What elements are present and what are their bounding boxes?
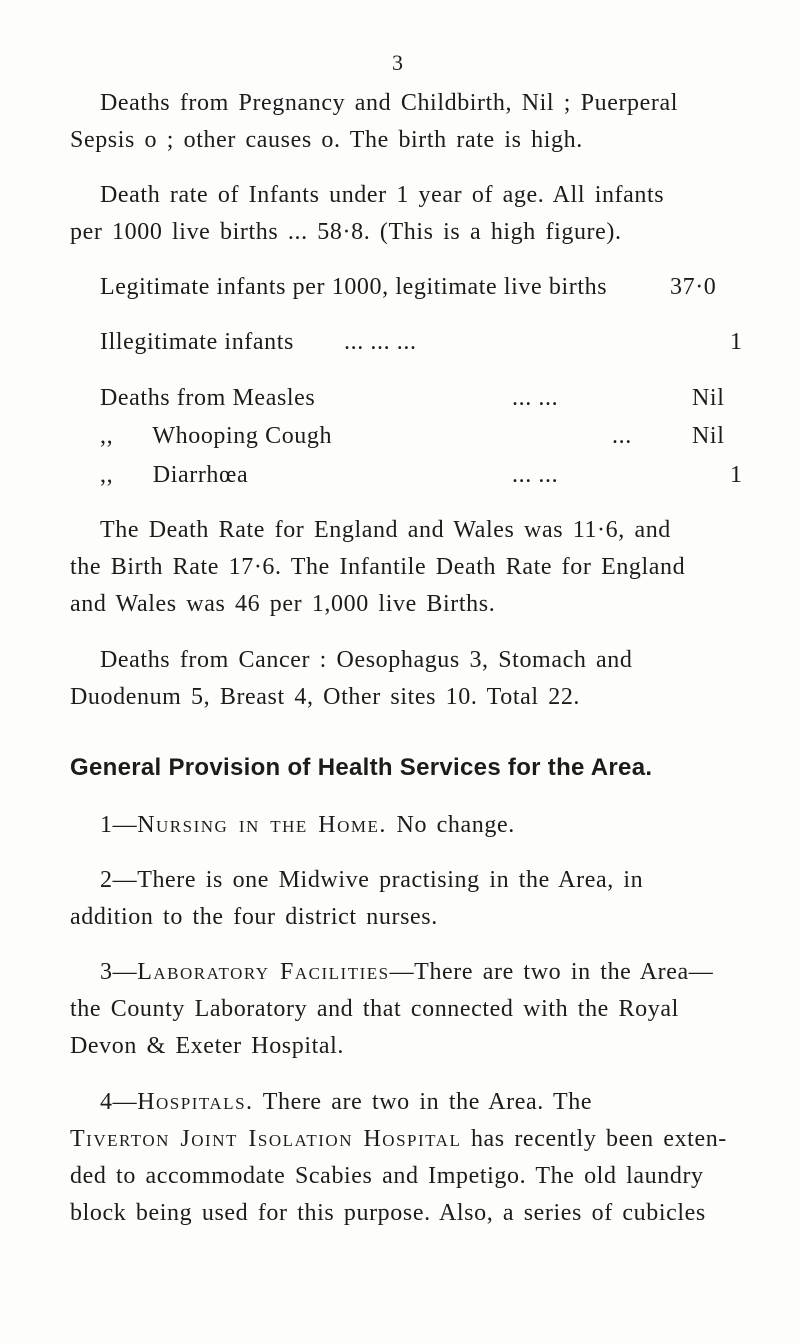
item3-title: Laboratory Facilities [137,959,390,985]
illegitimate-infants-label: Illegitimate infants [100,329,294,355]
item1-title: Nursing in the Home. [137,812,387,838]
para4-line2: Duodenum 5, Breast 4, Other sites 10. Total 22. [70,684,581,710]
para1-line2: Sepsis o ; other causes o. The birth rate is high. [70,127,583,153]
deaths-measles-leader: ... ... [512,385,559,411]
item4-title: Hospitals. [137,1089,254,1115]
deaths-diarrhoea-label: ,, Diarrhœa [100,462,249,488]
item4-text: There are two in the Area. The [262,1089,593,1115]
item3-line2: the County Laboratory and that connected with the Royal [70,996,679,1022]
item4-line4: block being used for this purpose. Also, a series of cubicles [70,1200,706,1226]
illegitimate-infants-leader: ... ... ... [344,329,417,355]
deaths-whooping-cough-leader: ... [612,423,632,449]
item4-line2 [70,1124,727,1154]
para1-line1: Deaths from Pregnancy and Childbirth, Nil ; Puerperal [100,90,679,116]
page-number: 3 [392,50,403,75]
item4-number: 4— [100,1089,138,1115]
section-heading: General Provision of Health Services for the Area. [70,754,653,781]
legitimate-infants-value: 37·0 [670,274,717,300]
para3-line3: and Wales was 46 per 1,000 live Births. [70,591,496,617]
item2-line1: 2—There is one Midwive practising in the Area, in [100,867,644,893]
deaths-measles-label: Deaths from Measles [100,385,316,411]
deaths-diarrhoea-leader: ... ... [512,462,559,488]
deaths-measles-value: Nil [692,385,725,411]
legitimate-infants-label: Legitimate infants per 1000, legitimate live births [100,274,608,300]
item3-text: —There are two in the Area— [389,959,714,985]
item4-line1 [100,1087,592,1117]
item2-line2: addition to the four district nurses. [70,904,438,930]
item4-hospital-name: Tiverton Joint Isolation Hospital [70,1126,462,1152]
para2-line2: per 1000 live births ... 58·8. (This is a high figure). [70,219,622,245]
item4-line2-text: has recently been exten- [470,1126,727,1152]
para2-line1: Death rate of Infants under 1 year of age. All infants [100,182,665,208]
deaths-diarrhoea-value: 1 [730,462,743,488]
deaths-whooping-cough-value: Nil [692,423,725,449]
item3-line1 [100,957,713,987]
para4-line1: Deaths from Cancer : Oesophagus 3, Stomach and [100,647,633,673]
deaths-whooping-cough-label: ,, Whooping Cough [100,423,333,449]
item3-number: 3— [100,959,138,985]
item1-text: No change. [396,812,515,838]
item1-number: 1— [100,812,138,838]
illegitimate-infants-value: 1 [730,329,743,355]
item1-line [100,810,515,840]
item3-line3: Devon & Exeter Hospital. [70,1033,345,1059]
item4-line3: ded to accommodate Scabies and Impetigo. The old laundry [70,1163,704,1189]
para3-line2: the Birth Rate 17·6. The Infantile Death Rate for England [70,554,686,580]
para3-line1: The Death Rate for England and Wales was 11·6, and [100,517,671,543]
